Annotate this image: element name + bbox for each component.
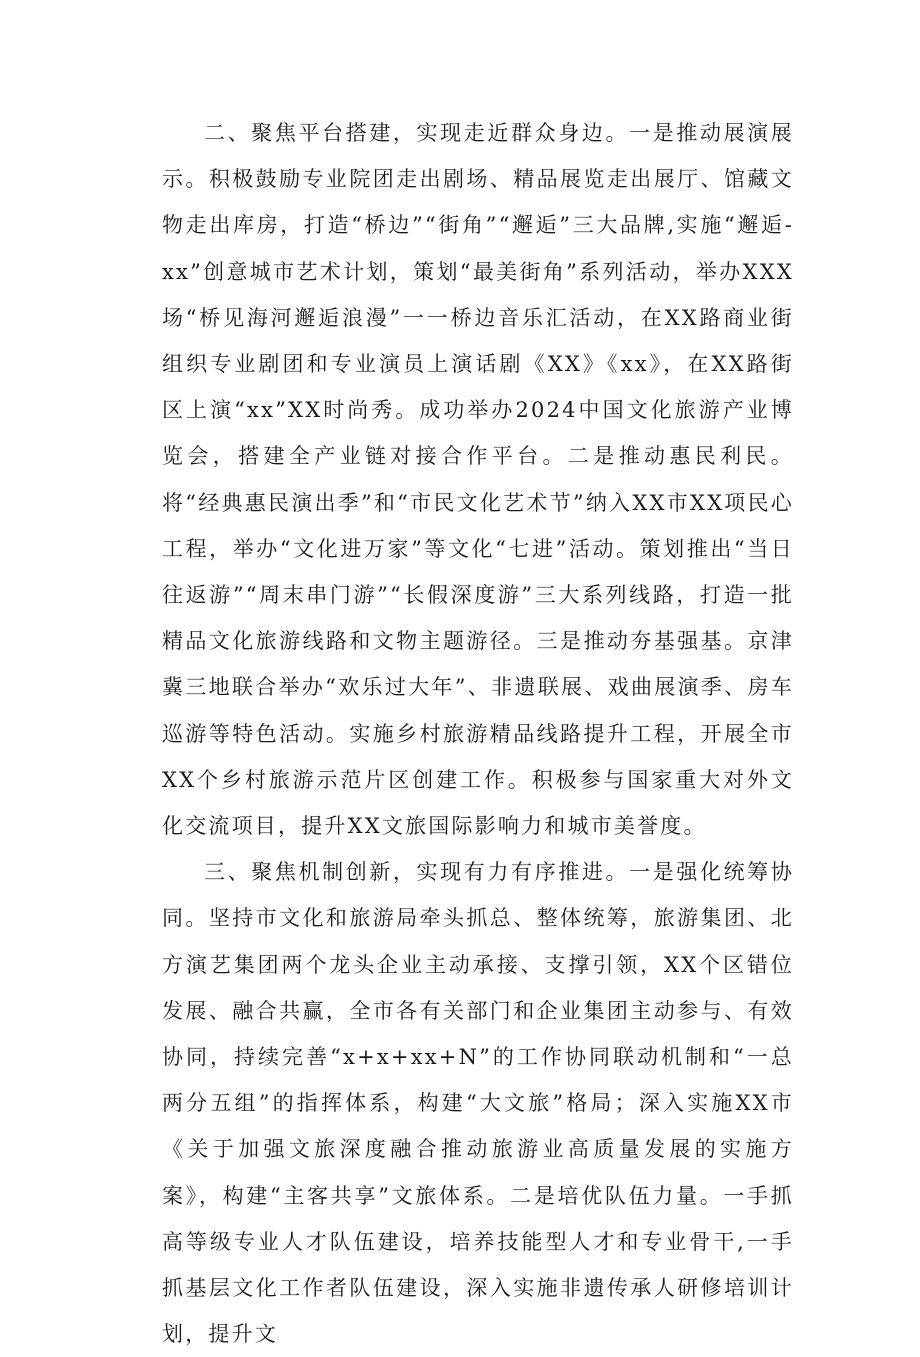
document-body xyxy=(162,110,794,1357)
paragraph-mechanism-innovation: 三、聚焦机制创新，实现有力有序推进。一是强化统筹协同。坚持市文化和旅游局牵头抓总、整体统筹，旅游集团、北方演艺集团两个龙头企业主动承接、支撑引领，XX个区错位发展、融合共赢，全市各有关部门和企业集团主动参与、有效协同，持续完善“x+x+xx+N”的工作协同联动机制和“一总两分五组”的指挥体系，构建“大文旅”格局；深入实施XX市《关于加强文旅深度融合推动旅游业高质量发展的实施方案》，构建“主客共享”文旅体系。二是培优队伍力量。一手抓高等级专业人才队伍建设，培养技能型人才和专业骨干,一手抓基层文化工作者队伍建设，深入实施非遗传承人研修培训计划，提升文 xyxy=(162,860,794,1347)
paragraph-platform-building: 二、聚焦平台搭建，实现走近群众身边。一是推动展演展示。积极鼓励专业院团走出剧场、精品展览走出展厅、馆藏文物走出库房，打造“桥边”“街角”“邂逅”三大品牌,实施“邂逅-xx”创意城市艺术计划，策划“最美街角”系列活动，举办XXX场“桥见海河邂逅浪漫”一一桥边音乐汇活动，在XX路商业街组织专业剧团和专业演员上演话剧《XX》《xx》，在XX路街区上演“xx”XX时尚秀。成功举办2024中国文化旅游产业博览会，搭建全产业链对接合作平台。二是推动惠民利民。将“经典惠民演出季”和“市民文化艺术节”纳入XX市XX项民心工程，举办“文化进万家”等文化“七进”活动。策划推出“当日往返游”“周末串门游”“长假深度游”三大系列线路，打造一批精品文化旅游线路和文物主题游径。三是推动夯基强基。京津冀三地联合举办“欢乐过大年”、非遗联展、戏曲展演季、房车巡游等特色活动。实施乡村旅游精品线路提升工程，开展全市XX个乡村旅游示范片区创建工作。积极参与国家重大对外文化交流项目，提升XX文旅国际影响力和城市美誉度。 xyxy=(162,121,794,839)
